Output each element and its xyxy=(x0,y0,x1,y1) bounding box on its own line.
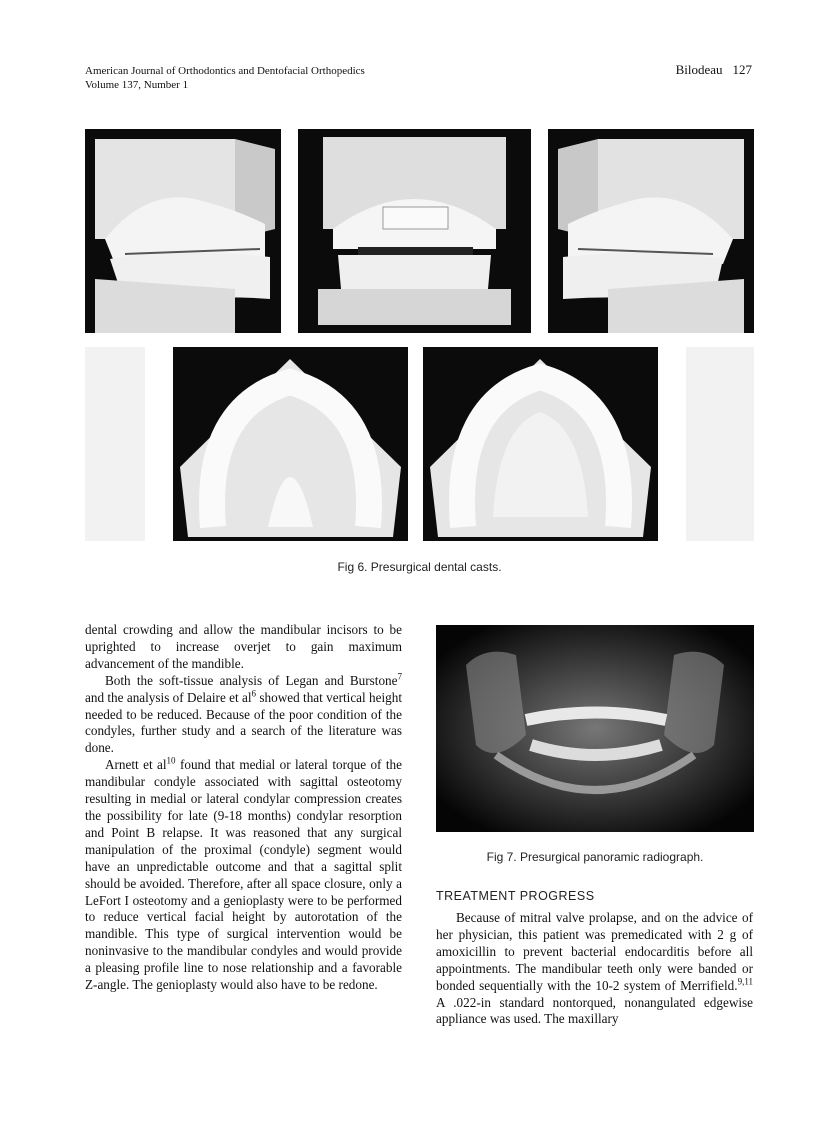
paragraph: dental crowding and allow the mandibular incisors to be uprighted to increase overjet to gain maximum advancement of the mandible. xyxy=(85,622,402,671)
cast-left-lateral-photo xyxy=(548,129,754,333)
citation-ref: 7 xyxy=(397,671,402,682)
cast-frontal-photo xyxy=(298,129,531,333)
text-run: found that medial or lateral torque of the mandibular condyle associated with sagittal osteotomy resulting in medial or lateral condylar compression creates the possibility for late (9-18 months) condylar resorption and Point B relapse. It was reasoned that any surgical manipulation of the proximal (condyle) segment would have an unpredictable outcome and that a sagittal split should be avoided. Therefore, after all space closure, only a LeFort I osteotomy and a genioplasty were to be performed to reduce vertical facial height by autorotation of the mandible. This type of surgical intervention would be noninvasive to the mandibular condyles and would provide a pleasing profile line to nose relationship and a favorable Z-angle. The genioplasty would also have to be redone. xyxy=(85,757,402,993)
paragraph xyxy=(85,673,402,758)
text-run: A .022-in standard nontorqued, nonangulated edgewise appliance was used. The maxillary xyxy=(436,994,753,1027)
left-text-column xyxy=(85,622,402,994)
paragraph xyxy=(85,757,402,994)
cast-maxillary-occlusal-photo xyxy=(173,347,408,541)
figure-6-caption: Fig 6. Presurgical dental casts. xyxy=(337,560,502,574)
author-page xyxy=(676,62,752,78)
section-heading: TREATMENT PROGRESS xyxy=(436,889,595,903)
figure-margin-left xyxy=(85,347,145,541)
page-number: 127 xyxy=(732,62,752,77)
author-name: Bilodeau xyxy=(675,62,723,77)
figure-margin-right xyxy=(686,347,754,541)
cast-right-lateral-photo xyxy=(85,129,281,333)
text-run: Because of mitral valve prolapse, and on the advice of her physician, this patient was premedicated with 2 g of amoxicillin to prevent bacterial endocarditis before all appointments. The mandibular teeth only were banded or bonded sequentially with the 10-2 system of Merrifield. xyxy=(436,910,753,993)
figure-7-caption: Fig 7. Presurgical panoramic radiograph. xyxy=(486,850,704,864)
text-run: Both the soft-tissue analysis of Legan and Burstone xyxy=(105,672,398,688)
cast-mandibular-occlusal-photo xyxy=(423,347,658,541)
running-header xyxy=(85,64,365,92)
text-run: and the analysis of Delaire et al xyxy=(85,689,252,705)
panoramic-radiograph-photo xyxy=(436,625,754,832)
right-text-column xyxy=(436,910,753,1028)
journal-volume: Volume 137, Number 1 xyxy=(85,79,189,91)
citation-ref: 10 xyxy=(166,755,176,766)
text-run: showed that vertical height needed to be reduced. Because of the poor condition of the condyles, further study and a search of the literature was done. xyxy=(85,689,402,756)
journal-title: American Journal of Orthodontics and Dentofacial Orthopedics xyxy=(85,65,365,77)
citation-ref: 9,11 xyxy=(737,976,753,987)
text-run: Arnett et al xyxy=(105,757,167,773)
paragraph xyxy=(436,910,753,1028)
citation-ref: 6 xyxy=(251,688,257,699)
